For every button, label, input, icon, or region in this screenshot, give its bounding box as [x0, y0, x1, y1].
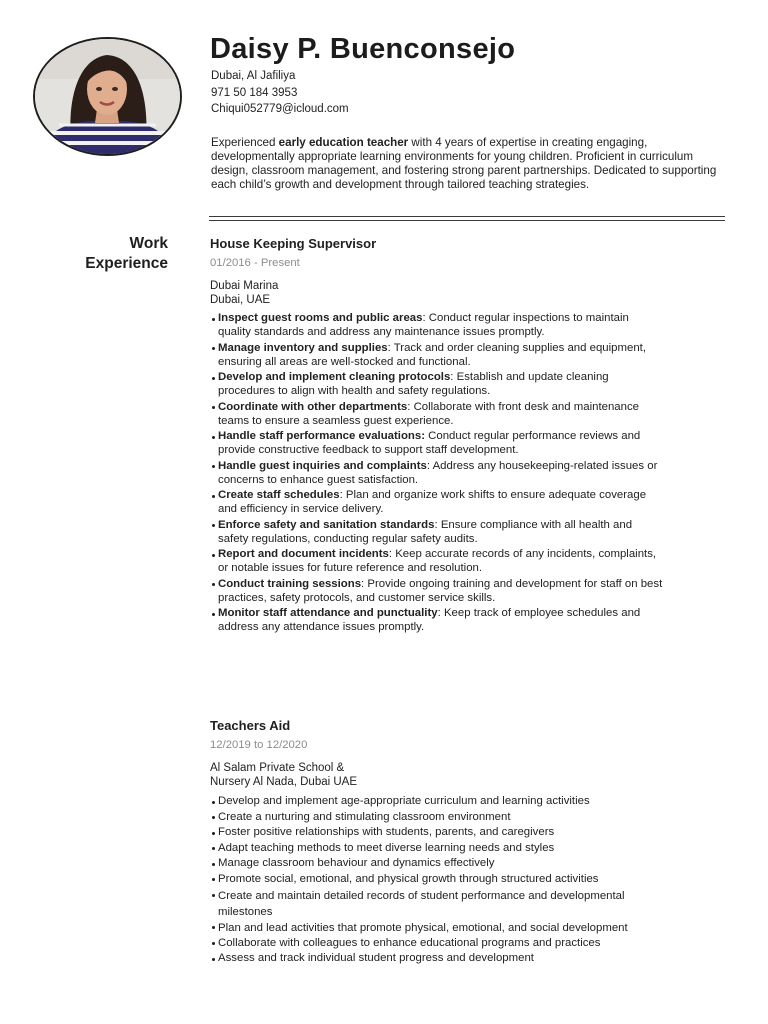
job-location-line: Dubai, UAE: [210, 294, 271, 306]
duty-list: [210, 311, 730, 635]
duty-text: : Plan and organize work shifts to ensure adequate coverage and efficiency in service delivery.: [218, 489, 647, 516]
duty-text: : Keep track of employee schedules and address any attendance issues promptly.: [218, 607, 641, 634]
duty-item: [210, 459, 664, 488]
duty-text: : Establish and update cleaning procedures to align with health and safety regulations.: [218, 371, 609, 398]
job-location-line: Nursery Al Nada, Dubai UAE: [210, 776, 358, 788]
duty-item: Promote social, emotional, and physical growth through structured activities: [210, 872, 730, 888]
summary-prefix: Experienced: [211, 136, 279, 149]
duty-item: [210, 606, 664, 635]
duty-item: Create a nurturing and stimulating classroom environment: [210, 810, 730, 826]
duty-text: : Keep accurate records of any incidents, complaints, or notable issues for future reference and resolution.: [218, 548, 657, 575]
duty-item: Collaborate with colleagues to enhance educational programs and practices: [210, 936, 730, 952]
section-title-line: Experience: [85, 255, 168, 272]
duty-item: Plan and lead activities that promote physical, emotional, and social development: [210, 920, 658, 936]
duty-text: : Address any housekeeping-related issues or concerns to enhance guest satisfaction.: [218, 459, 658, 486]
duty-text: : Provide ongoing training and development for staff on best practices, safety protocols, and customer service skills.: [218, 577, 663, 604]
job-title: Teachers Aid: [210, 718, 291, 733]
duty-item: [210, 370, 664, 399]
duty-item: Assess and track individual student progress and development: [210, 951, 730, 967]
header-divider: [209, 216, 725, 217]
duty-lead: Inspect guest rooms and public areas: [218, 312, 423, 324]
duty-item: Adapt teaching methods to meet diverse learning needs and styles: [210, 841, 730, 857]
duty-item: Develop and implement age-appropriate curriculum and learning activities: [210, 794, 730, 810]
contact-info: [211, 68, 349, 118]
duty-lead: Monitor staff attendance and punctuality: [218, 607, 438, 619]
duty-item: Create and maintain detailed records of student performance and developmental milestones: [210, 888, 648, 920]
profile-photo: [33, 37, 182, 156]
duty-text: : Collaborate with front desk and maintenance teams to ensure a seamless guest experience.: [218, 400, 639, 427]
profile-photo-image: [35, 39, 180, 154]
duty-item: Foster positive relationships with students, parents, and caregivers: [210, 825, 730, 841]
duty-item: [210, 311, 664, 340]
summary-highlight: early education teacher: [278, 136, 409, 149]
duty-item: [210, 577, 664, 606]
duty-text: Conduct regular performance reviews and provide constructive feedback to support staff development.: [218, 430, 641, 457]
duty-text: : Track and order cleaning supplies and equipment, ensuring all areas are well-stocked and functional.: [218, 341, 646, 368]
duty-lead: Conduct training sessions: [218, 577, 362, 590]
work-experience-heading: [85, 234, 168, 274]
section-title-line: Work: [129, 235, 168, 252]
job-dates: 12/2019 to 12/2020: [210, 739, 308, 751]
duty-item: [210, 400, 664, 429]
job-entry-teachers-aid: [210, 718, 730, 967]
duty-lead: Report and document incidents: [218, 548, 389, 560]
job-dates: 01/2016 - Present: [210, 257, 300, 269]
duty-item: [210, 547, 664, 576]
job-location-line: Al Salam Private School &: [210, 762, 345, 774]
duty-item: Manage classroom behaviour and dynamics effectively: [210, 856, 730, 872]
duty-lead: Manage inventory and supplies: [218, 341, 388, 354]
address: Dubai, Al Jafiliya: [211, 70, 296, 82]
duty-item: [210, 488, 664, 517]
duty-item: [210, 341, 664, 370]
duty-lead: Coordinate with other departments: [218, 400, 408, 413]
duty-item: [210, 518, 664, 547]
duty-lead: Enforce safety and sanitation standards: [218, 518, 435, 531]
duty-lead: Create staff schedules: [218, 489, 340, 501]
job-entry-housekeeping: [210, 236, 730, 636]
email-address: Chiqui052779@icloud.com: [211, 103, 349, 115]
job-location: [210, 761, 730, 789]
duty-list: [210, 794, 730, 967]
duty-lead: Handle staff performance evaluations:: [218, 430, 425, 442]
job-title: House Keeping Supervisor: [210, 236, 377, 251]
job-location-line: Dubai Marina: [210, 280, 279, 292]
summary-text: with 4 years of expertise in creating engaging, developmentally appropriate learning environments for young children. Proficient in curriculum design, classroom management, and fostering strong parent partnerships. Dedicated to supporting each child’s growth and development through tailored teaching strategies.: [211, 136, 717, 191]
profile-summary: [211, 136, 726, 192]
header-divider-secondary: [209, 220, 725, 221]
duty-text: : Conduct regular inspections to maintain quality standards and address any maintenance issues promptly.: [218, 312, 629, 339]
duty-item: [210, 429, 664, 458]
phone-number: 971 50 184 3953: [211, 86, 298, 99]
applicant-name: Daisy P. Buenconsejo: [210, 33, 516, 65]
duty-lead: Handle guest inquiries and complaints: [218, 459, 427, 472]
duty-text: : Ensure compliance with all health and safety regulations, conducting regular safety audits.: [218, 518, 633, 545]
job-location: [210, 279, 730, 307]
duty-lead: Develop and implement cleaning protocols: [218, 371, 451, 383]
